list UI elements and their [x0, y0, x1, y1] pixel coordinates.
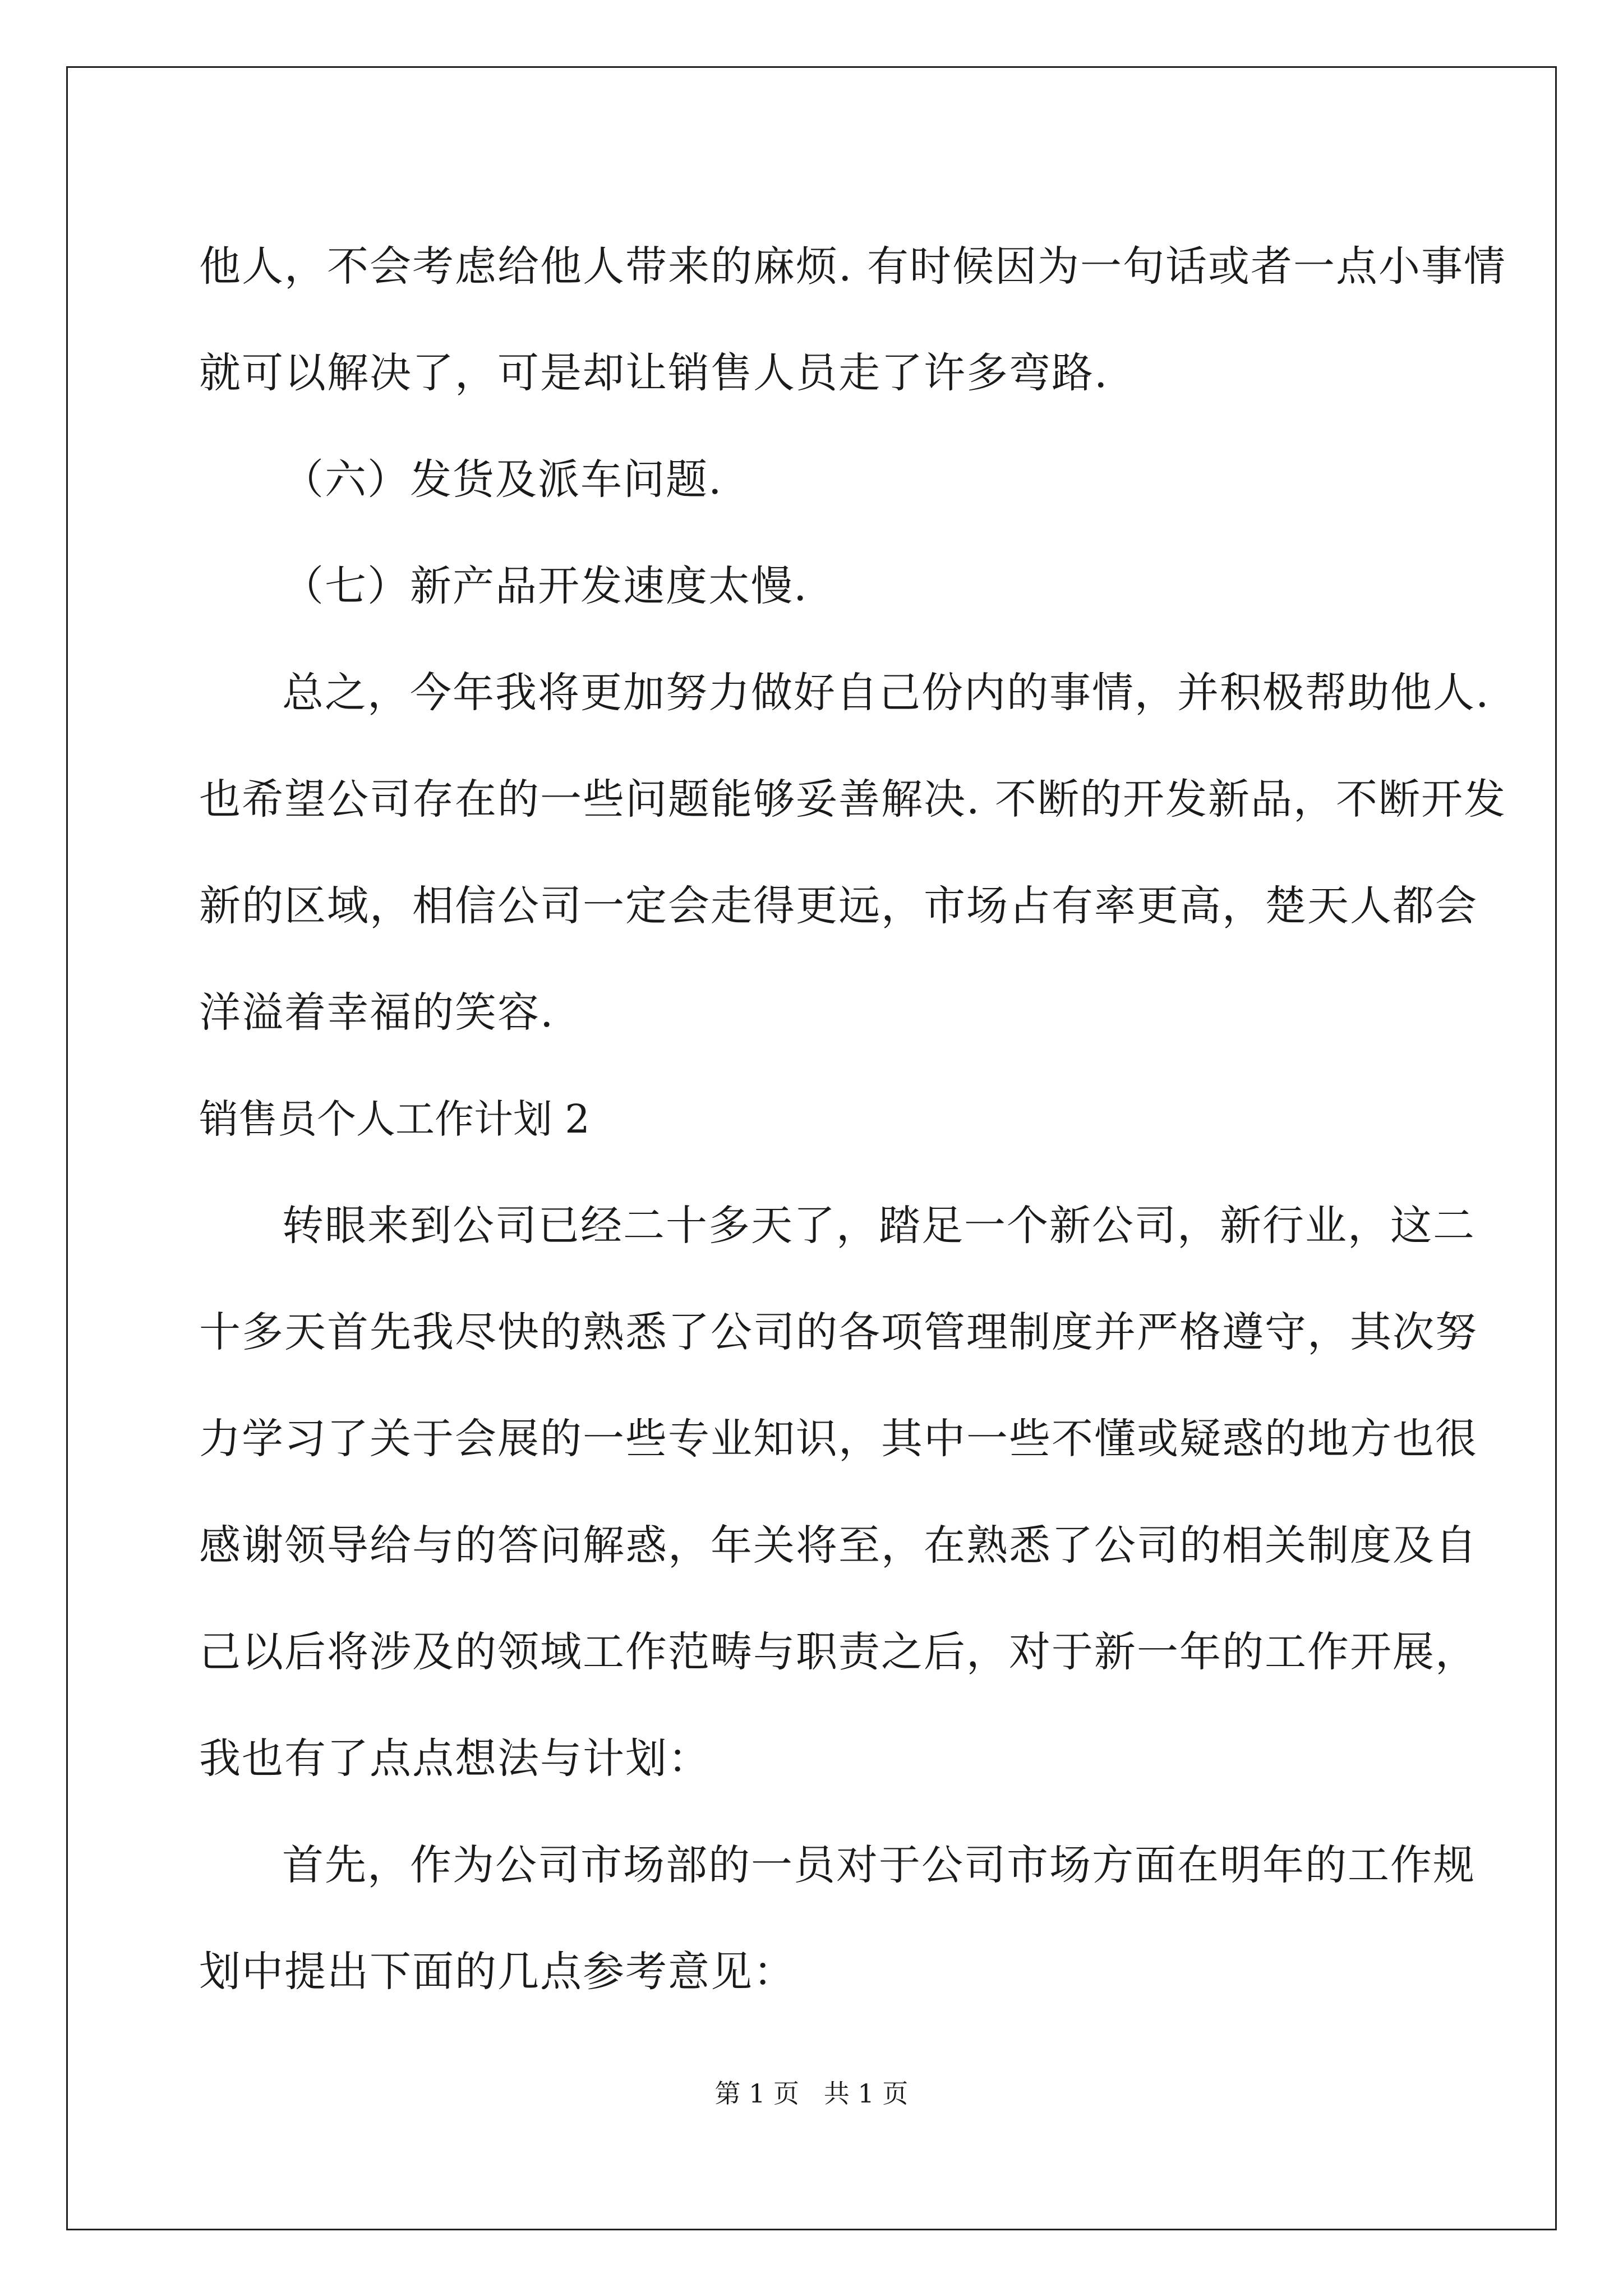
text-line: 新的区域，相信公司一定会走得更远，市场占有率更高，楚天人都会 — [199, 882, 1478, 930]
text-line: 就可以解决了，可是却让销售人员走了许多弯路. — [199, 349, 1109, 397]
text-line: 十多天首先我尽快的熟悉了公司的各项管理制度并严格遵守，其次努 — [199, 1308, 1478, 1356]
paragraph-start: 总之，今年我将更加努力做好自己份内的事情，并积极帮助他人. — [282, 669, 1490, 717]
list-item: （六）发货及派车问题. — [282, 455, 723, 504]
text-line: 我也有了点点想法与计划： — [199, 1734, 711, 1783]
text-line: 他人，不会考虑给他人带来的麻烦. 有时候因为一句话或者一点小事情 — [199, 242, 1507, 291]
paragraph-start: 首先，作为公司市场部的一员对于公司市场方面在明年的工作规 — [282, 1841, 1476, 1889]
text-line: 感谢领导给与的答问解惑，年关将至，在熟悉了公司的相关制度及自 — [199, 1521, 1478, 1570]
text-line: 力学习了关于会展的一些专业知识，其中一些不懂或疑惑的地方也很 — [199, 1415, 1478, 1463]
text-line: 洋溢着幸福的笑容. — [199, 988, 555, 1037]
page-number-footer: 第 1 页 共 1 页 — [714, 2078, 909, 2109]
text-line: 也希望公司存在的一些问题能够妥善解决. 不断的开发新品，不断开发 — [199, 775, 1507, 823]
text-line: 己以后将涉及的领域工作范畴与职责之后，对于新一年的工作开展， — [199, 1628, 1478, 1676]
paragraph-start: 转眼来到公司已经二十多天了，踏足一个新公司，新行业，这二 — [282, 1202, 1476, 1250]
text-line: 划中提出下面的几点参考意见： — [199, 1948, 796, 1996]
document-body — [199, 213, 1507, 2025]
list-item: （七）新产品开发速度太慢. — [282, 562, 808, 610]
section-heading: 销售员个人工作计划 2 — [199, 1096, 590, 1142]
